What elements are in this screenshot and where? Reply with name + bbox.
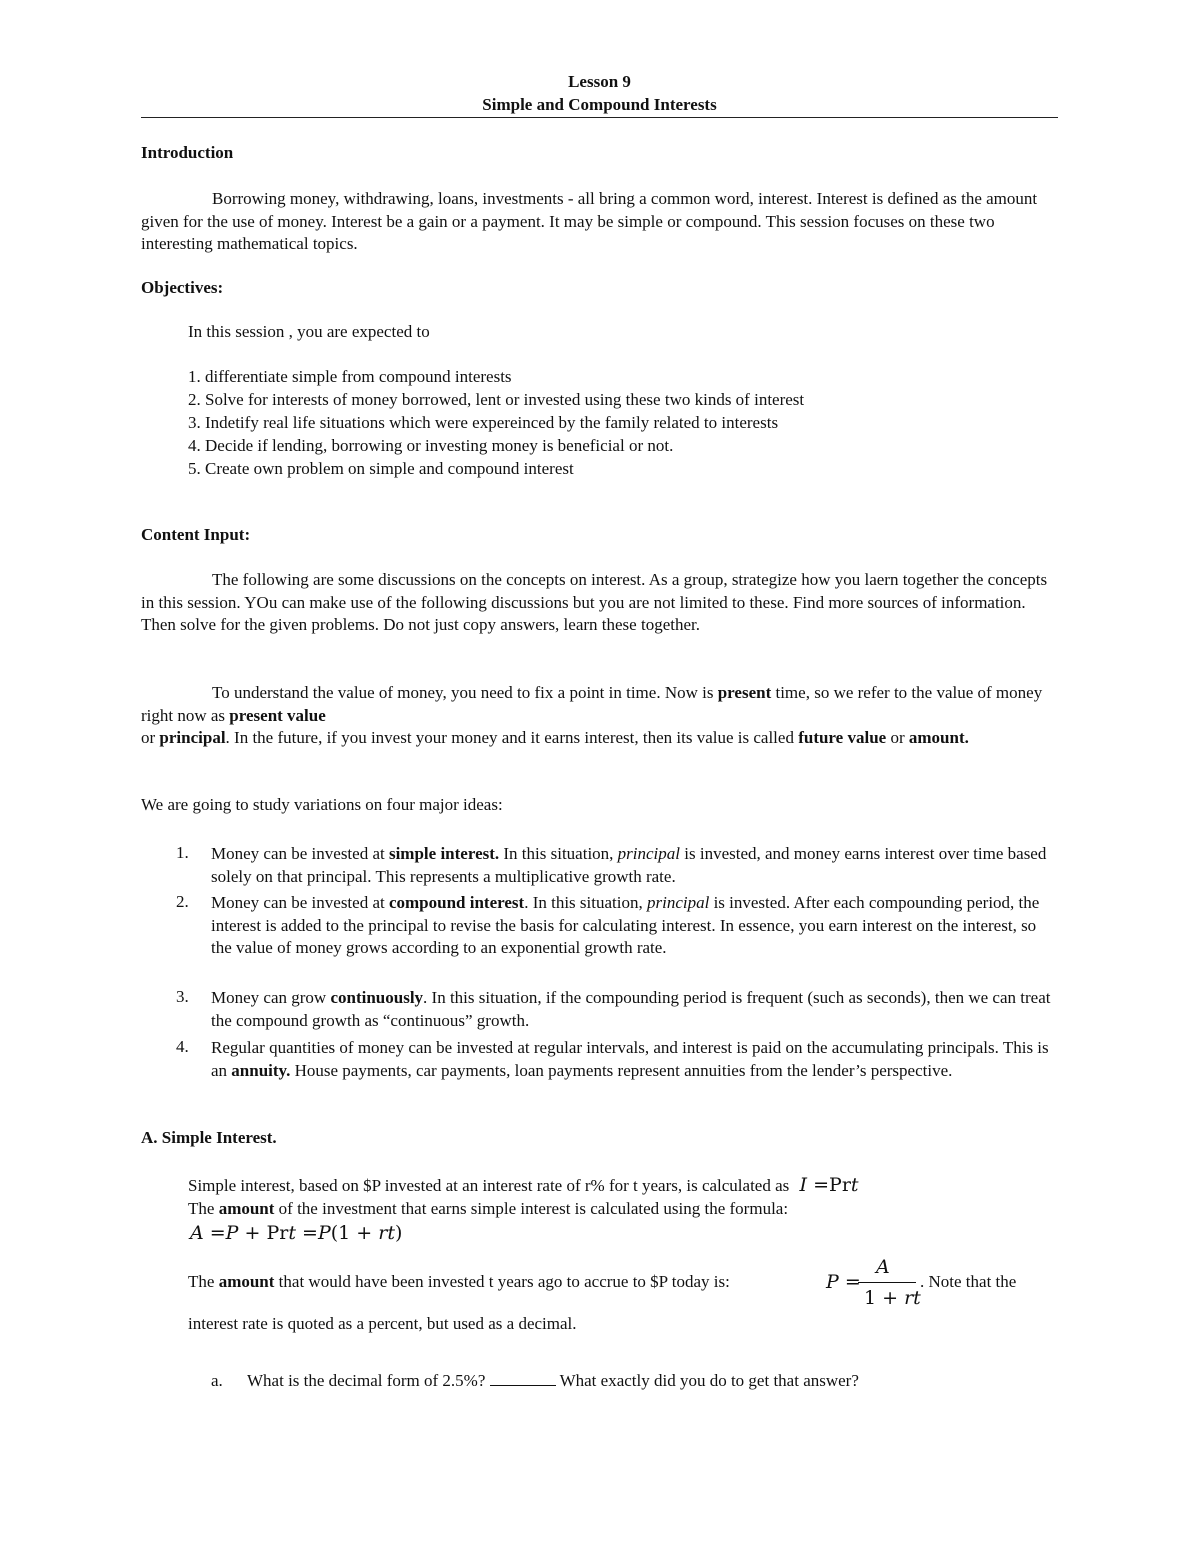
simple-interest-line-4: interest rate is quoted as a percent, but used as a decimal. (188, 1314, 577, 1333)
lesson-number: Lesson 9 (568, 72, 631, 91)
simple-interest-line-3-end: . Note that the (920, 1272, 1017, 1291)
objective-item-4: 4. Decide if lending, borrowing or investing money is beneficial or not. (188, 436, 674, 455)
formula-amount: A =P + Prt =P(1 + rt) (190, 1222, 403, 1244)
objective-item-3: 3. Indetify real life situations which were expereinced by the family related to interests (188, 413, 779, 432)
objectives-heading: Objectives: (141, 278, 224, 297)
idea-2-number: 2. (176, 892, 189, 911)
page-title: Simple and Compound Interests (482, 95, 717, 114)
question-a: What is the decimal form of 2.5%? What exactly did you do to get that answer? (247, 1371, 859, 1390)
idea-2-text: Money can be invested at compound interest. In this situation, principal is invested. After each compounding period, the interest is added to the principal to revise the basis for calculating interest. In essence, you earn interest on the interest, so the value of money grows according to an exponential growth rate. (211, 893, 1040, 958)
answer-blank[interactable] (490, 1371, 556, 1386)
objective-item-5: 5. Create own problem on simple and compound interest (188, 459, 574, 478)
content-input-heading: Content Input: (141, 525, 251, 544)
introduction-body: Borrowing money, withdrawing, loans, investments - all bring a common word, interest. Interest is defined as the amount given for the use of money. Interest be a gain or a payment. It may be simple or compound. This session focuses on these two interesting mathematical topics. (141, 189, 1038, 254)
simple-interest-heading: A. Simple Interest. (141, 1128, 277, 1147)
idea-4-text: Regular quantities of money can be invested at regular intervals, and interest is paid on the accumulating principals. This is an annuity. House payments, car payments, loan payments represent annuities from the lender’s perspective. (211, 1038, 1049, 1080)
idea-3-number: 3. (176, 987, 189, 1006)
objectives-lead: In this session , you are expected to (188, 322, 430, 341)
formula-present-value: P = A 1 + rt (826, 1256, 921, 1309)
idea-3-text: Money can grow continuously. In this situation, if the compounding period is frequent (such as seconds), then we can treat the compound growth as “continuous” growth. (211, 988, 1051, 1030)
objective-item-1: 1. differentiate simple from compound interests (188, 367, 512, 386)
idea-1-text: Money can be invested at simple interest. In this situation, principal is invested, and money earns interest over time based solely on that principal. This represents a multiplicative growth rate. (211, 844, 1047, 886)
introduction-heading: Introduction (141, 143, 234, 162)
content-input-paragraph-2: To understand the value of money, you need to fix a point in time. Now is present time, so we refer to the value of money right now as present value (141, 683, 1043, 725)
formula-simple-interest: I =Prt (793, 1174, 859, 1196)
content-input-paragraph-2-cont: or principal. In the future, if you invest your money and it earns interest, then its value is called future value or amount. (141, 728, 969, 747)
study-lead: We are going to study variations on four major ideas: (141, 795, 503, 814)
question-a-label: a. (211, 1371, 223, 1390)
idea-1-number: 1. (176, 843, 189, 862)
simple-interest-line-3: The amount that would have been invested t years ago to accrue to $P today is: (188, 1272, 730, 1291)
idea-4-number: 4. (176, 1037, 189, 1056)
simple-interest-line-2: The amount of the investment that earns simple interest is calculated using the formula: (188, 1199, 789, 1218)
title-rule (141, 117, 1058, 118)
simple-interest-line-1: Simple interest, based on $P invested at an interest rate of r% for t years, is calculated as I =Prt (188, 1174, 859, 1196)
content-input-paragraph-1: The following are some discussions on the concepts on interest. As a group, strategize how you laern together the concepts in this session. YOu can make use of the following discussions but you are not limited to these. Find more sources of information. Then solve for the given problems. Do not just copy answers, learn these together. (141, 570, 1048, 635)
objective-item-2: 2. Solve for interests of money borrowed, lent or invested using these two kinds of interest (188, 390, 805, 409)
